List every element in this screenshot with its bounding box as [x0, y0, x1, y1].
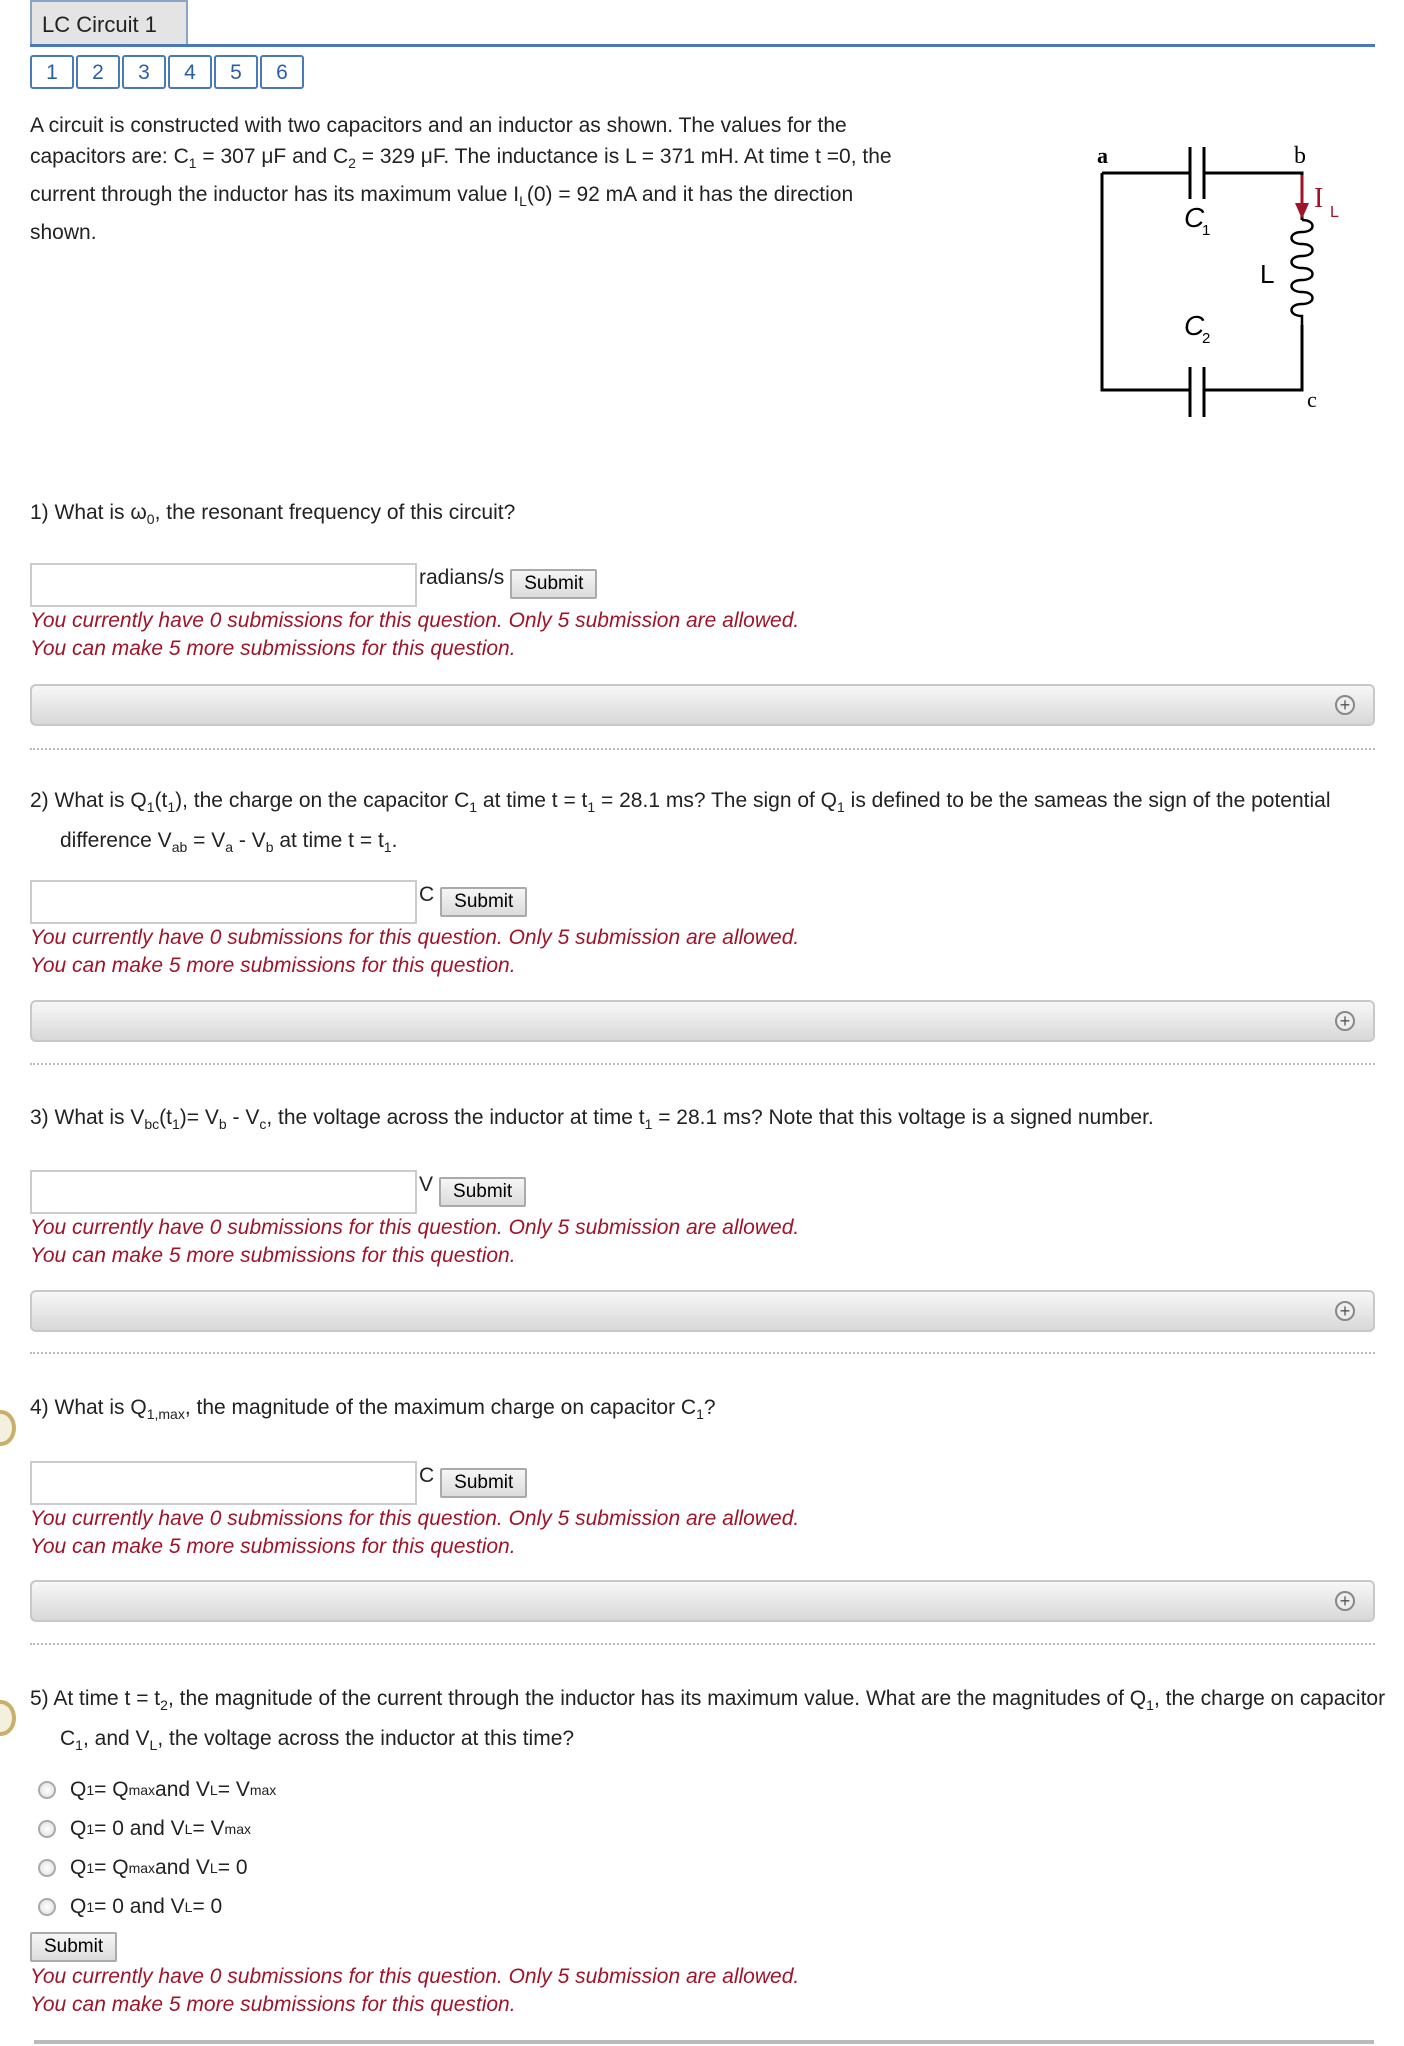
t: and V — [155, 1778, 210, 1801]
s: 1 — [587, 799, 596, 816]
s: 1 — [86, 1782, 95, 1798]
s: 1 — [86, 1860, 95, 1876]
t: , and V — [82, 1727, 150, 1751]
intro-line: shown. — [30, 221, 97, 245]
c2-sub: 2 — [1202, 330, 1211, 347]
radio-button[interactable] — [38, 1859, 56, 1877]
status-medallion-icon — [0, 1700, 16, 1736]
hint-expander-3[interactable] — [30, 1290, 1375, 1332]
c1-label: C — [1184, 202, 1205, 233]
answer-row-1 — [30, 563, 597, 607]
plus-icon[interactable]: + — [1335, 695, 1355, 715]
hint-expander-4[interactable] — [30, 1580, 1375, 1622]
t: = 0 and V — [94, 1895, 185, 1918]
msg: You can make 5 more submissions for this question. — [30, 637, 516, 660]
inductor-label: L — [1260, 259, 1275, 289]
t: (t — [154, 789, 168, 812]
s: c — [259, 1116, 267, 1133]
option-1[interactable] — [38, 1778, 276, 1802]
text: , the resonant frequency of this circuit? — [154, 501, 516, 524]
s: max — [128, 1860, 156, 1876]
t: is defined to be the sameas the — [844, 789, 1143, 812]
t: at time t = t — [273, 829, 384, 853]
submission-status-3 — [30, 1214, 799, 1270]
status-medallion-icon — [0, 1410, 16, 1446]
t: , the voltage across the inductor at this time? — [157, 1727, 575, 1751]
text: capacitors are: C — [30, 145, 189, 168]
part-tab-5[interactable]: 5 — [214, 55, 258, 89]
option-2[interactable] — [38, 1817, 251, 1841]
t: Q — [70, 1778, 87, 1801]
arrow-head-icon — [1295, 203, 1309, 219]
t: )= V — [179, 1106, 219, 1129]
bottom-bar-edge — [34, 2040, 1374, 2044]
node-b-label: b — [1294, 143, 1306, 169]
s: 1 — [837, 799, 845, 816]
text: = 329 μF. The inductance is L = 371 mH. At time t =0, the — [355, 145, 892, 168]
plus-icon[interactable]: + — [1335, 1591, 1355, 1611]
intro-line: A circuit is constructed with two capacitors and an inductor as shown. The values for the — [30, 114, 847, 137]
s: L — [209, 1782, 218, 1798]
question-2 — [30, 784, 1400, 864]
s: 1,max — [146, 1406, 185, 1423]
submit-button-1[interactable]: Submit — [510, 569, 597, 599]
current-label: I — [1314, 183, 1324, 214]
msg: You can make 5 more submissions for this question. — [30, 1244, 516, 1267]
question-4 — [30, 1391, 1370, 1431]
t: Q — [1129, 1687, 1147, 1710]
s: 1 — [1146, 1697, 1154, 1714]
s: 1 — [696, 1406, 704, 1423]
option-3[interactable] — [38, 1856, 248, 1880]
node-c-label: c — [1307, 387, 1317, 412]
t: = V — [192, 1817, 225, 1840]
c2-label: C — [1184, 310, 1205, 341]
t: , the magnitude of the current through the inductor has its maximum value. What are the magnitudes of — [167, 1687, 1124, 1710]
t: = 0 — [217, 1856, 248, 1879]
t: = 28.1 ms? Note that this voltage is a signed number. — [652, 1106, 1154, 1129]
t: ? — [703, 1396, 716, 1419]
part-tab-6[interactable]: 6 — [260, 55, 304, 89]
answer-input-2[interactable] — [30, 880, 417, 924]
msg: You currently have 0 submissions for this question. Only 5 submission are allowed. — [30, 1965, 800, 1988]
t: = V — [217, 1778, 250, 1801]
s: 2 — [160, 1697, 168, 1714]
s: 1 — [75, 1737, 83, 1754]
t: = V — [187, 829, 226, 853]
s: ab — [171, 839, 188, 856]
s: b — [265, 839, 274, 856]
submission-status-4 — [30, 1505, 799, 1561]
text: current through the inductor has its maximum value I — [30, 183, 520, 207]
msg: You currently have 0 submissions for this question. Only 5 submission are allowed. — [30, 609, 800, 632]
t: (t — [159, 1106, 172, 1129]
s: L — [184, 1821, 193, 1837]
divider — [30, 748, 1375, 750]
plus-icon[interactable]: + — [1335, 1301, 1355, 1321]
part-tab-2[interactable]: 2 — [76, 55, 120, 89]
submit-button-3[interactable]: Submit — [439, 1177, 526, 1207]
t: = 0 and V — [94, 1817, 185, 1840]
s: 1 — [172, 1116, 180, 1133]
msg: You can make 5 more submissions for this question. — [30, 1535, 516, 1558]
submit-button-2[interactable]: Submit — [440, 887, 527, 917]
unit-label: radians/s — [419, 566, 505, 589]
t: - V — [233, 829, 266, 853]
s: 1 — [383, 839, 392, 856]
s: b — [218, 1116, 227, 1133]
part-tab-4[interactable]: 4 — [168, 55, 212, 89]
answer-input-1[interactable] — [30, 563, 417, 607]
msg: You can make 5 more submissions for this question. — [30, 954, 516, 977]
tab-divider — [30, 44, 1375, 47]
t: , the voltage across the inductor at time t — [266, 1106, 645, 1129]
sub: 0 — [146, 511, 155, 528]
submit-button-4[interactable]: Submit — [440, 1468, 527, 1498]
problem-statement — [30, 110, 1070, 248]
answer-input-3[interactable] — [30, 1170, 417, 1214]
s: 1 — [469, 799, 478, 816]
question-3 — [30, 1101, 1370, 1141]
s: L — [149, 1737, 158, 1754]
t: 4) What is Q — [30, 1396, 147, 1419]
answer-row-4 — [30, 1461, 527, 1505]
divider — [30, 1352, 1375, 1354]
s: bc — [144, 1116, 160, 1133]
lc-circuit-diagram — [1092, 135, 1362, 420]
plus-icon[interactable]: + — [1335, 1011, 1355, 1031]
divider — [30, 1643, 1375, 1645]
part-tab-1[interactable]: 1 — [30, 55, 74, 89]
t: , the magnitude of the maximum charge on capacitor C — [184, 1396, 697, 1419]
t: = 0 — [192, 1895, 223, 1918]
part-tab-3[interactable]: 3 — [122, 55, 166, 89]
t: , the charge on capacitor C — [60, 1687, 1386, 1751]
msg: You can make 5 more submissions for this question. — [30, 1993, 516, 2016]
current-sub: L — [1330, 204, 1339, 221]
s: 1 — [644, 1116, 653, 1133]
submission-status-2 — [30, 924, 799, 980]
s: 1 — [146, 799, 155, 816]
option-4[interactable] — [38, 1895, 222, 1919]
s: max — [128, 1782, 156, 1798]
t: 3) What is V — [30, 1106, 145, 1129]
unit-label: C — [419, 883, 435, 906]
s: L — [184, 1899, 193, 1915]
t: Q — [70, 1856, 87, 1879]
question-5 — [30, 1682, 1400, 1762]
t: Q — [70, 1817, 87, 1840]
msg: You currently have 0 submissions for this question. Only 5 submission are allowed. — [30, 926, 800, 949]
t: = Q — [94, 1856, 129, 1879]
c1-sub: 1 — [1202, 222, 1211, 239]
s: max — [249, 1782, 277, 1798]
submission-status-1 — [30, 607, 799, 663]
radio-button[interactable] — [38, 1898, 56, 1916]
s: L — [209, 1860, 218, 1876]
sub: 2 — [348, 155, 356, 172]
s: 1 — [167, 799, 176, 816]
t: . — [391, 829, 398, 853]
t: at time t = t — [477, 789, 588, 812]
msg: You currently have 0 submissions for this question. Only 5 submission are allowed. — [30, 1507, 800, 1530]
unit-label: C — [419, 1464, 435, 1487]
intro-line — [30, 179, 1070, 217]
s: max — [224, 1821, 251, 1837]
text: (0) = 92 mA and it has the direction — [526, 183, 854, 207]
hint-expander-1[interactable] — [30, 684, 1375, 726]
t: 5) At time t = t — [30, 1687, 161, 1710]
t: 2) What is Q — [30, 789, 147, 812]
question-1 — [30, 496, 1370, 536]
intro-line — [30, 141, 1070, 179]
hint-expander-2[interactable] — [30, 1000, 1375, 1042]
answer-input-4[interactable] — [30, 1461, 417, 1505]
radio-button[interactable] — [38, 1820, 56, 1838]
t: = 28.1 ms? The sign of Q — [595, 789, 838, 812]
t: and V — [155, 1856, 210, 1879]
text: 1) What is ω — [30, 501, 147, 524]
unit-label: V — [419, 1173, 434, 1196]
submission-status-5 — [30, 1963, 799, 2019]
s: 1 — [86, 1821, 95, 1837]
msg: You currently have 0 submissions for this question. Only 5 submission are allowed. — [30, 1216, 800, 1239]
submit-button-5[interactable]: Submit — [30, 1932, 117, 1962]
t: ), the charge on the capacitor C — [175, 789, 470, 812]
answer-row-3 — [30, 1170, 526, 1214]
sub: L — [519, 193, 527, 210]
t: - V — [226, 1106, 260, 1129]
t: Q — [70, 1895, 87, 1918]
divider — [30, 1063, 1375, 1065]
radio-button[interactable] — [38, 1781, 56, 1799]
tab-lc-circuit-1[interactable]: LC Circuit 1 — [30, 0, 188, 44]
answer-row-2 — [30, 880, 527, 924]
s: 1 — [86, 1899, 95, 1915]
part-tabs — [30, 55, 306, 89]
text: = 307 μF and C — [196, 145, 349, 168]
t: = Q — [94, 1778, 129, 1801]
node-a-label: a — [1097, 143, 1108, 168]
s: a — [225, 839, 234, 856]
sub: 1 — [188, 155, 197, 172]
t: sign of the potential difference V — [60, 789, 1331, 853]
